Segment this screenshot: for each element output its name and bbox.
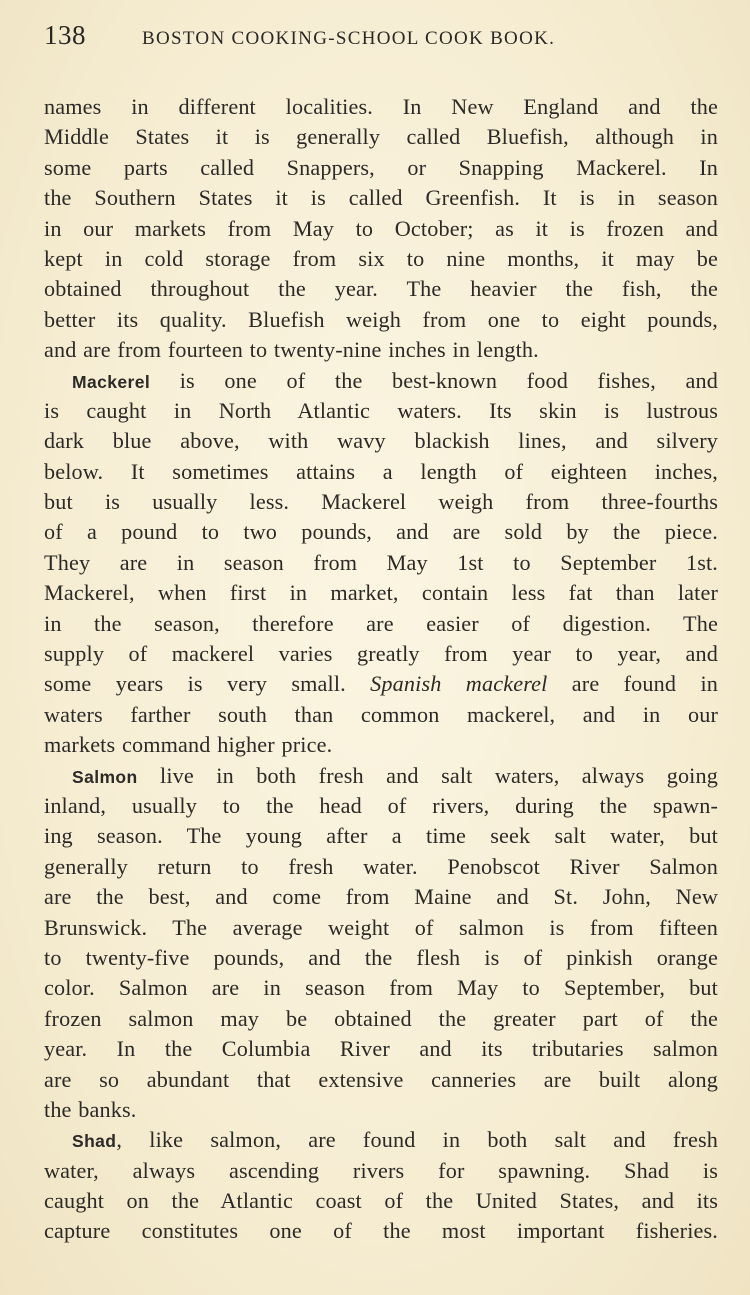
text-line: Middle States it is generally called Bluefish, although in [44, 124, 718, 150]
line-text: some years is very small. [44, 671, 371, 697]
paragraph-mackerel [44, 366, 718, 761]
text-line: year. In the Columbia River and its tributaries salmon [44, 1036, 718, 1062]
text-line: are so abundant that extensive canneries are built along [44, 1066, 718, 1092]
text-line: some parts called Snappers, or Snapping Mackerel. In [44, 154, 718, 180]
text-line: dark blue above, with wavy blackish lines, and silvery [44, 428, 718, 454]
lead-term-shad: Shad [72, 1131, 117, 1152]
text-line: inland, usually to the head of rivers, during the spawn- [44, 792, 718, 818]
italic-term: Spanish mackerel [370, 671, 548, 697]
paragraph-shad [44, 1125, 718, 1247]
text-line: of a pound to two pounds, and are sold by the piece. [44, 519, 718, 545]
text-line: markets command higher price. [44, 732, 333, 758]
running-head [44, 20, 718, 56]
running-title: BOSTON COOKING-SCHOOL COOK BOOK. [142, 28, 556, 49]
line-text: live in both fresh and salt waters, always going [137, 762, 718, 788]
text-line: the banks. [44, 1096, 137, 1122]
text-line: caught on the Atlantic coast of the United States, and its [44, 1188, 718, 1214]
text-line: the Southern States it is called Greenfish. It is in season [44, 185, 718, 211]
text-line: water, always ascending rivers for spawning. Shad is [44, 1157, 718, 1183]
text-line [44, 366, 718, 396]
text-line: but is usually less. Mackerel weigh from three-fourths [44, 489, 718, 515]
text-line: obtained throughout the year. The heavier the fish, the [44, 276, 718, 302]
text-line: better its quality. Bluefish weigh from one to eight pounds, [44, 306, 718, 332]
text-line: to twenty-five pounds, and the flesh is of pinkish orange [44, 944, 718, 970]
text-line: generally return to fresh water. Penobscot River Salmon [44, 853, 718, 879]
lead-term-mackerel: Mackerel [72, 371, 151, 392]
text-line: in the season, therefore are easier of digestion. The [44, 610, 718, 636]
body-text [44, 92, 718, 1247]
text-line: and are from fourteen to twenty-nine inches in length. [44, 337, 539, 363]
text-line: names in different localities. In New England and the [44, 94, 718, 119]
text-line: frozen salmon may be obtained the greater part of the [44, 1005, 718, 1031]
text-line: in our markets from May to October; as it is frozen and [44, 215, 718, 241]
text-line: are the best, and come from Maine and St. John, New [44, 884, 718, 910]
page-number: 138 [44, 20, 86, 50]
text-line: They are in season from May 1st to September 1st. [44, 549, 718, 575]
text-line [44, 1125, 718, 1155]
lead-term-salmon: Salmon [72, 766, 138, 787]
text-line: Brunswick. The average weight of salmon is from fifteen [44, 914, 718, 940]
line-text: , like salmon, are found in both salt and fresh [116, 1127, 718, 1153]
line-text: is one of the best-known food fishes, and [150, 367, 718, 393]
paragraph-bluefish [44, 92, 718, 366]
text-line: capture constitutes one of the most important fisheries. [44, 1218, 718, 1244]
text-line: waters farther south than common mackerel, and in our [44, 701, 718, 727]
text-line [44, 761, 718, 791]
text-line: ing season. The young after a time seek salt water, but [44, 823, 718, 849]
text-line [44, 669, 718, 699]
text-line: kept in cold storage from six to nine months, it may be [44, 245, 718, 271]
text-line: Mackerel, when first in market, contain less fat than later [44, 580, 718, 606]
text-line: is caught in North Atlantic waters. Its skin is lustrous [44, 397, 718, 423]
paragraph-salmon [44, 761, 718, 1126]
text-line: color. Salmon are in season from May to September, but [44, 975, 718, 1001]
line-text: are found in [547, 671, 719, 697]
text-line: below. It sometimes attains a length of eighteen inches, [44, 458, 718, 484]
text-line: supply of mackerel varies greatly from year to year, and [44, 641, 718, 667]
